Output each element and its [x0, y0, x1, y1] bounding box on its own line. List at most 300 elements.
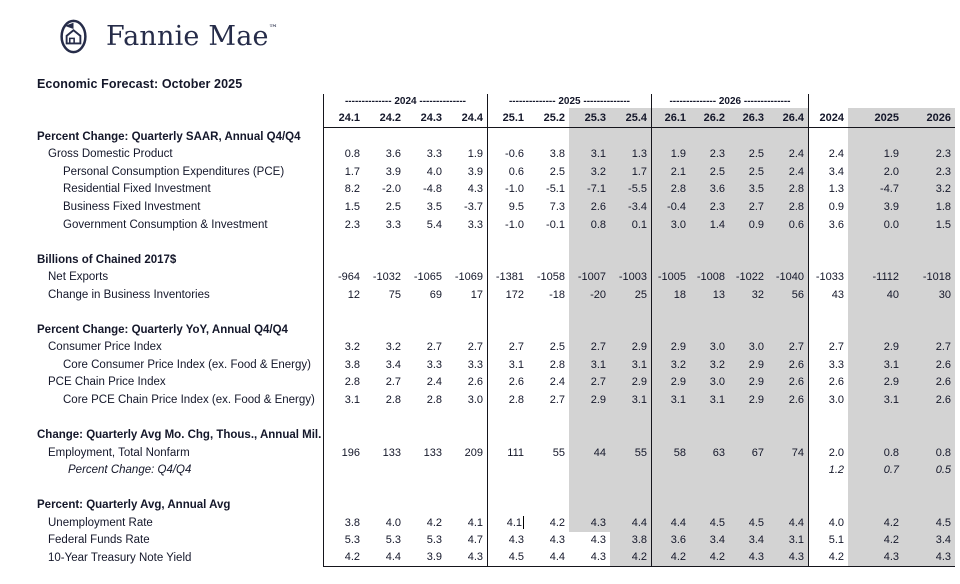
data-cell — [729, 461, 768, 479]
empty-cell — [610, 479, 651, 497]
empty-cell — [364, 479, 405, 497]
empty-cell — [768, 409, 808, 427]
data-cell: 3.1 — [651, 391, 690, 409]
data-cell: 2.8 — [768, 198, 808, 216]
data-cell: 32 — [729, 286, 768, 304]
empty-cell — [323, 426, 364, 444]
empty-cell — [446, 496, 487, 514]
annual-cell: 1.2 — [808, 461, 848, 479]
data-cell: -1022 — [729, 268, 768, 286]
data-cell: 2.7 — [768, 339, 808, 357]
annual-cell: 0.0 — [848, 216, 903, 234]
data-cell: 2.4 — [768, 146, 808, 164]
data-cell: 2.7 — [426, 341, 442, 354]
data-cell: 3.8 — [323, 514, 364, 532]
empty-cell — [405, 251, 446, 269]
data-cell: 3.2 — [385, 341, 401, 354]
empty-cell — [323, 303, 364, 321]
data-cell: 2.6 — [768, 391, 808, 409]
data-cell: 111 — [487, 444, 528, 462]
annual-cell: 3.6 — [808, 216, 848, 234]
row-label: Net Exports — [48, 271, 109, 284]
empty-cell — [729, 251, 768, 269]
data-cell: 3.0 — [729, 339, 768, 357]
data-cell: 4.2 — [426, 516, 442, 529]
empty-cell — [487, 233, 528, 251]
empty-cell — [651, 233, 690, 251]
empty-cell — [903, 479, 955, 497]
empty-cell — [569, 128, 610, 146]
empty-cell — [323, 321, 364, 339]
annual-cell: 4.3 — [903, 549, 955, 567]
row-label: Core Consumer Price Index (ex. Food & Energy) — [63, 358, 311, 371]
quarter-label: 26.1 — [651, 108, 690, 128]
annual-cell: 0.8 — [903, 444, 955, 462]
data-cell — [323, 461, 364, 479]
annual-cell: 43 — [808, 286, 848, 304]
empty-cell — [768, 233, 808, 251]
data-cell: 1.5 — [323, 198, 364, 216]
empty-cell — [405, 496, 446, 514]
empty-cell — [768, 251, 808, 269]
data-cell: 2.1 — [651, 163, 690, 181]
data-cell: 3.2 — [690, 356, 729, 374]
annual-cell: 2.7 — [903, 339, 955, 357]
empty-cell — [729, 303, 768, 321]
data-cell: 2.7 — [569, 374, 610, 392]
data-cell: 2.8 — [651, 181, 690, 199]
empty-cell — [405, 233, 446, 251]
data-cell: 5.3 — [323, 532, 364, 550]
empty-cell — [364, 303, 405, 321]
empty-cell — [528, 321, 569, 339]
data-cell: 58 — [651, 444, 690, 462]
data-cell: 74 — [768, 444, 808, 462]
data-cell: 2.8 — [426, 393, 442, 406]
annual-cell: -1033 — [808, 268, 848, 286]
data-cell: 4.3 — [729, 549, 768, 567]
data-cell: 3.8 — [323, 356, 364, 374]
data-cell: 2.6 — [768, 374, 808, 392]
empty-cell — [768, 426, 808, 444]
empty-cell — [487, 303, 528, 321]
data-cell: 4.3 — [569, 514, 610, 532]
data-cell: -1.0 — [487, 216, 528, 234]
empty-cell — [729, 128, 768, 146]
data-cell: 5.4 — [426, 218, 442, 231]
empty-cell — [487, 251, 528, 269]
data-cell: 12 — [323, 286, 364, 304]
annual-cell: 3.0 — [808, 391, 848, 409]
data-cell: 4.3 — [446, 549, 487, 567]
empty-cell — [528, 303, 569, 321]
data-cell: 17 — [470, 288, 483, 301]
data-cell: 2.7 — [385, 376, 401, 389]
empty-cell — [903, 426, 955, 444]
data-cell: -3.4 — [610, 198, 651, 216]
data-cell: -1.0 — [487, 181, 528, 199]
quarter-label: 25.3 — [569, 108, 610, 128]
data-cell: 3.1 — [690, 391, 729, 409]
annual-cell: 4.2 — [848, 514, 903, 532]
data-cell: 2.3 — [690, 146, 729, 164]
data-cell: 2.5 — [385, 200, 401, 213]
empty-cell — [446, 321, 487, 339]
data-cell: 3.4 — [385, 358, 401, 371]
empty-cell — [768, 321, 808, 339]
empty-cell — [848, 479, 903, 497]
annual-cell: 0.5 — [903, 461, 955, 479]
annual-cell: 4.0 — [808, 514, 848, 532]
data-cell: 3.1 — [768, 532, 808, 550]
data-cell: 3.4 — [729, 532, 768, 550]
section-header: Percent: Quarterly Avg, Annual Avg — [37, 499, 231, 512]
group-header-cell: -------------- 2024 -------------- — [323, 94, 487, 108]
empty-cell — [405, 479, 446, 497]
annual-cell: 3.4 — [808, 163, 848, 181]
empty-cell — [808, 251, 848, 269]
data-cell: 2.5 — [549, 165, 565, 178]
data-cell: 2.7 — [569, 339, 610, 357]
data-cell: 0.8 — [569, 216, 610, 234]
corner-spacer — [37, 108, 323, 128]
empty-cell — [848, 303, 903, 321]
annual-cell: 2.4 — [808, 146, 848, 164]
empty-cell — [651, 479, 690, 497]
empty-cell — [903, 496, 955, 514]
empty-cell — [610, 426, 651, 444]
empty-cell — [364, 233, 405, 251]
data-cell: 3.2 — [651, 356, 690, 374]
quarter-label: 26.4 — [768, 108, 808, 128]
data-cell: 4.4 — [364, 549, 405, 567]
data-cell: 4.3 — [569, 549, 610, 567]
empty-cell — [690, 303, 729, 321]
empty-cell — [569, 251, 610, 269]
data-cell: 2.9 — [729, 391, 768, 409]
data-cell: 2.8 — [549, 358, 565, 371]
data-cell: 67 — [729, 444, 768, 462]
empty-cell — [610, 496, 651, 514]
data-cell: 3.1 — [569, 356, 610, 374]
data-cell: -1065 — [413, 271, 442, 284]
data-cell: -1381 — [487, 268, 528, 286]
empty-cell — [808, 303, 848, 321]
group-header-cell: -------------- 2025 -------------- — [487, 94, 651, 108]
data-cell: -1008 — [690, 268, 729, 286]
quarter-label: 26.3 — [729, 108, 768, 128]
empty-cell — [610, 409, 651, 427]
empty-cell — [323, 128, 364, 146]
empty-cell — [487, 479, 528, 497]
data-cell: 3.1 — [487, 356, 528, 374]
data-cell: 2.9 — [569, 391, 610, 409]
annual-cell: 2.3 — [903, 146, 955, 164]
data-cell: 1.3 — [610, 146, 651, 164]
empty-cell — [651, 251, 690, 269]
empty-cell — [768, 496, 808, 514]
empty-cell — [405, 426, 446, 444]
empty-cell — [528, 251, 569, 269]
data-cell: 2.9 — [651, 374, 690, 392]
empty-cell — [446, 233, 487, 251]
row-label: Federal Funds Rate — [48, 534, 150, 547]
annual-cell: 2.6 — [903, 391, 955, 409]
empty-cell — [651, 303, 690, 321]
data-cell: 4.2 — [323, 549, 364, 567]
annual-cell: 3.4 — [903, 532, 955, 550]
empty-cell — [903, 321, 955, 339]
data-cell: -7.1 — [569, 181, 610, 199]
fannie-mae-house-oval-logo — [51, 14, 96, 59]
quarter-label: 24.2 — [364, 108, 405, 128]
data-cell: 3.1 — [610, 391, 651, 409]
row-label: Percent Change: Q4/Q4 — [68, 464, 192, 477]
data-cell: 1.4 — [690, 216, 729, 234]
data-cell: 2.3 — [690, 198, 729, 216]
empty-cell — [808, 496, 848, 514]
annual-spacer — [848, 94, 903, 108]
data-cell: 4.4 — [651, 514, 690, 532]
data-cell: -0.6 — [487, 146, 528, 164]
data-cell: 2.3 — [323, 216, 364, 234]
empty-cell — [364, 496, 405, 514]
annual-spacer — [903, 94, 955, 108]
empty-cell — [528, 233, 569, 251]
annual-cell: 3.9 — [848, 198, 903, 216]
empty-cell — [405, 128, 446, 146]
data-cell: 0.1 — [610, 216, 651, 234]
data-cell: 3.9 — [405, 549, 446, 567]
data-cell: -18 — [549, 288, 565, 301]
empty-cell — [569, 321, 610, 339]
data-cell: 4.3 — [590, 534, 606, 547]
data-cell: -1040 — [768, 268, 808, 286]
row-label: Change in Business Inventories — [48, 288, 210, 301]
data-cell — [487, 461, 528, 479]
empty-cell — [446, 426, 487, 444]
data-cell: 25 — [610, 286, 651, 304]
annual-cell: 3.3 — [808, 356, 848, 374]
data-cell: 209 — [464, 446, 483, 459]
data-cell: 55 — [610, 444, 651, 462]
row-label: Core PCE Chain Price Index (ex. Food & Energy) — [63, 393, 315, 406]
data-cell — [768, 461, 808, 479]
data-cell: 2.8 — [385, 393, 401, 406]
empty-cell — [690, 128, 729, 146]
empty-cell — [808, 479, 848, 497]
data-cell: 3.2 — [323, 339, 364, 357]
empty-cell — [768, 479, 808, 497]
data-cell: 3.1 — [610, 356, 651, 374]
empty-cell — [690, 409, 729, 427]
empty-cell — [848, 321, 903, 339]
empty-cell — [690, 321, 729, 339]
data-cell: 4.2 — [549, 516, 565, 529]
brand-wordmark: Fannie Mae™ — [106, 20, 278, 52]
annual-cell: 4.2 — [848, 532, 903, 550]
data-cell: 4.2 — [690, 549, 729, 567]
data-cell: -20 — [569, 286, 610, 304]
data-cell: -964 — [323, 268, 364, 286]
empty-cell — [487, 321, 528, 339]
annual-cell: 2.0 — [848, 163, 903, 181]
empty-cell — [487, 409, 528, 427]
empty-cell — [729, 321, 768, 339]
annual-cell: -1018 — [903, 268, 955, 286]
data-cell: 4.7 — [467, 534, 483, 547]
annual-cell: 4.5 — [903, 514, 955, 532]
annual-cell: 3.2 — [903, 181, 955, 199]
data-cell: 0.6 — [487, 163, 528, 181]
annual-cell: 2.9 — [848, 374, 903, 392]
empty-cell — [446, 409, 487, 427]
empty-cell — [569, 426, 610, 444]
data-cell: 2.7 — [729, 198, 768, 216]
empty-cell — [364, 321, 405, 339]
data-cell: 4.3 — [549, 534, 565, 547]
data-cell — [610, 461, 651, 479]
empty-cell — [651, 496, 690, 514]
annual-cell: 0.8 — [848, 444, 903, 462]
data-cell: 2.9 — [729, 356, 768, 374]
data-cell: 3.3 — [467, 358, 483, 371]
annual-cell: 1.5 — [903, 216, 955, 234]
data-cell: 3.8 — [549, 148, 565, 161]
empty-cell — [903, 251, 955, 269]
empty-cell — [610, 321, 651, 339]
data-cell: 2.5 — [690, 163, 729, 181]
data-cell: 3.1 — [323, 391, 364, 409]
empty-cell — [808, 321, 848, 339]
data-cell: 2.7 — [487, 339, 528, 357]
annual-cell: 0.9 — [808, 198, 848, 216]
data-cell: 3.3 — [426, 148, 442, 161]
annual-cell: 2.6 — [903, 356, 955, 374]
data-cell: 3.0 — [467, 393, 483, 406]
empty-cell — [405, 303, 446, 321]
row-label: Residential Fixed Investment — [63, 183, 211, 196]
data-cell: 56 — [768, 286, 808, 304]
text-cursor — [523, 516, 524, 529]
empty-cell — [808, 409, 848, 427]
data-cell: 9.5 — [487, 198, 528, 216]
data-cell: 69 — [429, 288, 442, 301]
quarter-label: 24.1 — [323, 108, 364, 128]
empty-cell — [610, 303, 651, 321]
annual-cell: -4.7 — [848, 181, 903, 199]
data-cell: 13 — [690, 286, 729, 304]
empty-cell — [446, 303, 487, 321]
empty-cell — [690, 233, 729, 251]
data-cell: 3.0 — [690, 339, 729, 357]
annual-cell: 2.7 — [808, 339, 848, 357]
forecast-table — [37, 94, 960, 567]
section-header: Percent Change: Quarterly YoY, Annual Q4/Q4 — [37, 323, 288, 336]
data-cell: 196 — [323, 444, 364, 462]
data-cell — [364, 461, 405, 479]
data-cell — [405, 461, 446, 479]
empty-cell — [690, 479, 729, 497]
row-label: Personal Consumption Expenditures (PCE) — [63, 165, 285, 178]
data-cell: -1005 — [651, 268, 690, 286]
data-cell: 4.2 — [610, 549, 651, 567]
annual-cell: 2.0 — [808, 444, 848, 462]
row-label-spacer — [37, 409, 323, 427]
data-cell — [569, 461, 610, 479]
empty-cell — [446, 479, 487, 497]
empty-cell — [903, 128, 955, 146]
data-cell: 2.4 — [549, 376, 565, 389]
data-cell: 3.6 — [651, 532, 690, 550]
annual-cell: 4.2 — [808, 549, 848, 567]
row-label-spacer — [37, 303, 323, 321]
row-label: Gross Domestic Product — [48, 148, 173, 161]
data-cell: 2.4 — [426, 376, 442, 389]
data-cell[interactable]: 4.1 — [487, 514, 528, 532]
data-cell: 2.8 — [323, 374, 364, 392]
empty-cell — [569, 409, 610, 427]
data-cell: 4.0 — [426, 165, 442, 178]
empty-cell — [848, 426, 903, 444]
quarter-label: 24.3 — [405, 108, 446, 128]
annual-cell: 1.3 — [808, 181, 848, 199]
empty-cell — [651, 426, 690, 444]
data-cell: 2.9 — [610, 339, 651, 357]
empty-cell — [729, 233, 768, 251]
corner-spacer — [37, 94, 323, 108]
empty-cell — [651, 321, 690, 339]
trademark-symbol: ™ — [268, 23, 278, 34]
data-cell: 4.4 — [768, 514, 808, 532]
annual-cell: 4.3 — [848, 549, 903, 567]
data-cell: 0.6 — [768, 216, 808, 234]
empty-cell — [323, 251, 364, 269]
data-cell: 3.5 — [426, 200, 442, 213]
data-cell: 3.3 — [467, 218, 483, 231]
data-cell: 1.9 — [651, 146, 690, 164]
data-cell: -3.7 — [464, 200, 483, 213]
data-cell: -0.1 — [546, 218, 565, 231]
data-cell: 2.6 — [569, 198, 610, 216]
quarter-label: 26.2 — [690, 108, 729, 128]
data-cell: 4.5 — [729, 514, 768, 532]
empty-cell — [768, 128, 808, 146]
row-label: Employment, Total Nonfarm — [48, 446, 190, 459]
data-cell: 5.3 — [385, 534, 401, 547]
empty-cell — [610, 251, 651, 269]
empty-cell — [528, 426, 569, 444]
data-cell: 2.5 — [729, 146, 768, 164]
empty-cell — [528, 496, 569, 514]
data-cell: 2.7 — [467, 341, 483, 354]
data-cell: -1007 — [569, 268, 610, 286]
empty-cell — [729, 426, 768, 444]
data-cell: -2.0 — [382, 183, 401, 196]
empty-cell — [364, 128, 405, 146]
empty-cell — [323, 496, 364, 514]
data-cell: 7.3 — [549, 200, 565, 213]
row-label: PCE Chain Price Index — [48, 376, 166, 389]
data-cell: 2.9 — [729, 374, 768, 392]
data-cell: -5.1 — [546, 183, 565, 196]
empty-cell — [848, 233, 903, 251]
data-cell: 4.5 — [487, 549, 528, 567]
data-cell: 2.7 — [549, 393, 565, 406]
data-cell: 3.5 — [729, 181, 768, 199]
data-cell: 4.3 — [768, 549, 808, 567]
data-cell: 3.6 — [385, 148, 401, 161]
